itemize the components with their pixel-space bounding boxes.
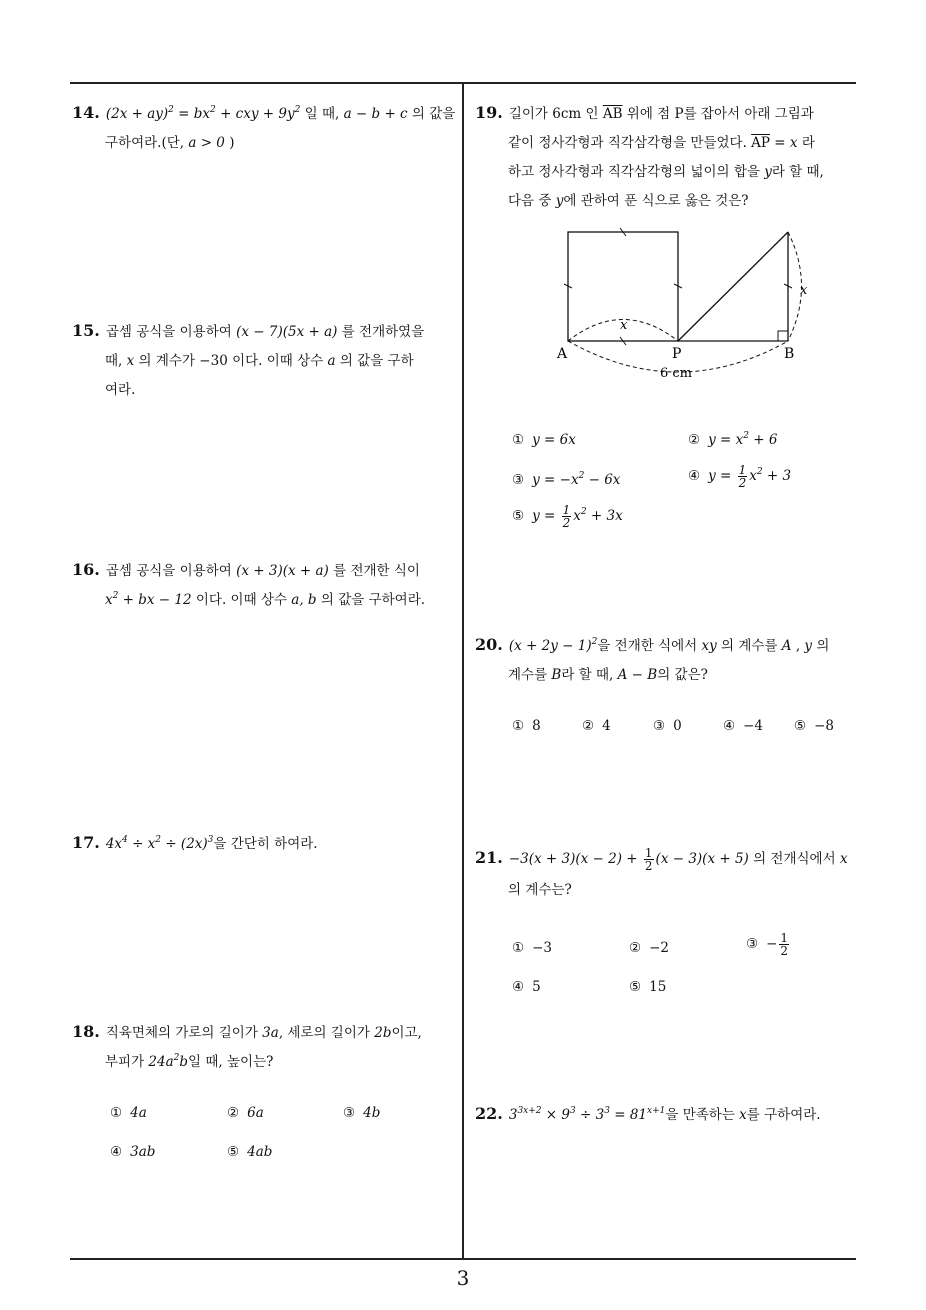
choice-5[interactable]: ⑤ −8	[794, 718, 835, 734]
choice-2[interactable]: ② 4	[582, 718, 611, 734]
fraction: $\frac{1}{2}$	[780, 931, 789, 958]
question-number: 15.	[72, 321, 100, 340]
choice-1[interactable]: ① −3	[512, 940, 553, 956]
question-number: 17.	[72, 833, 100, 852]
question-number: 22.	[475, 1104, 503, 1123]
equation: $3^{3x+2} \times 9^3 \div 3^3 = 81^{x+1}$	[508, 1106, 666, 1123]
label-length: 6 cm	[660, 366, 693, 381]
choice-5[interactable]: ⑤ 15	[629, 979, 667, 995]
equation: $(2x + ay)^2 = bx^2$ + cxy + $9y^2$	[105, 105, 301, 122]
fraction: $\frac{1}{2}$	[644, 846, 653, 873]
question-number: 20.	[475, 635, 503, 654]
choice-4[interactable]: ④ y = $\frac{1}{2}$ $x^2 + 3$	[688, 463, 792, 490]
question-number: 21.	[475, 848, 503, 867]
label-b: B	[784, 346, 795, 362]
question-14: 14. $(2x + ay)^2 = bx^2$ + cxy + $9y^2$ 일 때, a − b + c 의 값을 구하여라.(단, a > 0 )	[72, 103, 456, 151]
choice-5[interactable]: ⑤ y = $\frac{1}{2}$ $x^2 + 3x$	[512, 503, 623, 530]
question-17: 17. $4x^4 \div x^2 \div (2x)^3$을 간단히 하여라.	[72, 833, 318, 852]
question-number: 14.	[72, 103, 100, 122]
choice-4[interactable]: ④ 3ab	[110, 1144, 156, 1160]
label-x-arc: x	[620, 318, 628, 333]
right-angle-mark	[778, 331, 788, 341]
choice-4[interactable]: ④ 5	[512, 979, 541, 995]
choice-1[interactable]: ① 4a	[110, 1105, 147, 1121]
choice-4[interactable]: ④ −4	[723, 718, 764, 734]
choice-3[interactable]: ③ − $\frac{1}{2}$	[746, 931, 789, 958]
question-21: 21. −3(x + 3)(x − 2) + $\frac{1}{2}$ (x − 3)(x + 5) 의 전개식에서 x 의 계수는?	[475, 846, 848, 898]
question-18: 18. 직육면체의 가로의 길이가 3a, 세로의 길이가 2b이고, 부피가 $24a^2b$일 때, 높이는?	[72, 1022, 422, 1070]
question-15: 15. 곱셈 공식을 이용하여 (x − 7)(5x + a) 를 전개하였을 때, x 의 계수가 −30 이다. 이때 상수 a 의 값을 구하 여라.	[72, 321, 425, 398]
question-number: 19.	[475, 103, 503, 122]
page-number: 3	[456, 1266, 470, 1290]
question-number: 16.	[72, 560, 100, 579]
question-22: 22. $3^{3x+2} \times 9^3 \div 3^3 = 81^{x+1}$을 만족하는 x를 구하여라.	[475, 1104, 821, 1123]
question-16: 16. 곱셈 공식을 이용하여 (x + 3)(x + a) 를 전개한 식이 $x^2$ + bx − 12 이다. 이때 상수 a, b 의 값을 구하여라.	[72, 560, 426, 608]
hypotenuse	[678, 232, 788, 341]
expanded-expression: $x^2$ + bx − 12	[105, 591, 192, 608]
choice-value: y = $\frac{1}{2}$ $x^2 + 3$	[708, 463, 792, 490]
volume-expression: $24a^2b$	[148, 1053, 189, 1070]
expression: $4x^4 \div x^2 \div (2x)^3$	[105, 835, 214, 852]
choice-1[interactable]: ① 8	[512, 718, 541, 734]
choice-3[interactable]: ③ 0	[653, 718, 682, 734]
choice-value: $y = -x^2 - 6x$	[532, 471, 621, 488]
label-a: A	[557, 346, 568, 362]
choice-value: $y = x^2 + 6$	[708, 431, 778, 448]
label-x-height: x	[800, 283, 808, 298]
column-divider	[462, 82, 464, 1258]
bottom-rule	[70, 1258, 856, 1260]
choice-3[interactable]: ③ $y = -x^2 - 6x$	[512, 471, 621, 488]
label-p: P	[672, 346, 682, 362]
choice-value: y = $\frac{1}{2}$ $x^2 + 3x$	[532, 503, 623, 530]
q19-figure	[540, 218, 830, 388]
question-number: 18.	[72, 1022, 100, 1041]
choice-5[interactable]: ⑤ 4ab	[227, 1144, 273, 1160]
expression: $(x + 2y - 1)^2$	[508, 637, 598, 654]
choice-2[interactable]: ② $y = x^2 + 6$	[688, 431, 778, 448]
choice-3[interactable]: ③ 4b	[343, 1105, 381, 1121]
question-20: 20. $(x + 2y - 1)^2$을 전개한 식에서 xy 의 계수를 A , y 의 계수를 B라 할 때, A − B의 값은?	[475, 635, 830, 683]
choice-2[interactable]: ② −2	[629, 940, 670, 956]
choice-1[interactable]: ① y = 6x	[512, 432, 576, 448]
question-19: 19. 길이가 6cm 인 $\overline{AB}$ 위에 점 P를 잡아서 아래 그림과 같이 정사각형과 직각삼각형을 만들었다. $\overline{AP} = x$ 라 하고 정사각형과 직각삼각형의 넓이의 합을 y라 할 때, 다음 중 y에 관하여 푼 식으로 옳은 것은?	[475, 103, 824, 209]
choice-2[interactable]: ② 6a	[227, 1105, 264, 1121]
